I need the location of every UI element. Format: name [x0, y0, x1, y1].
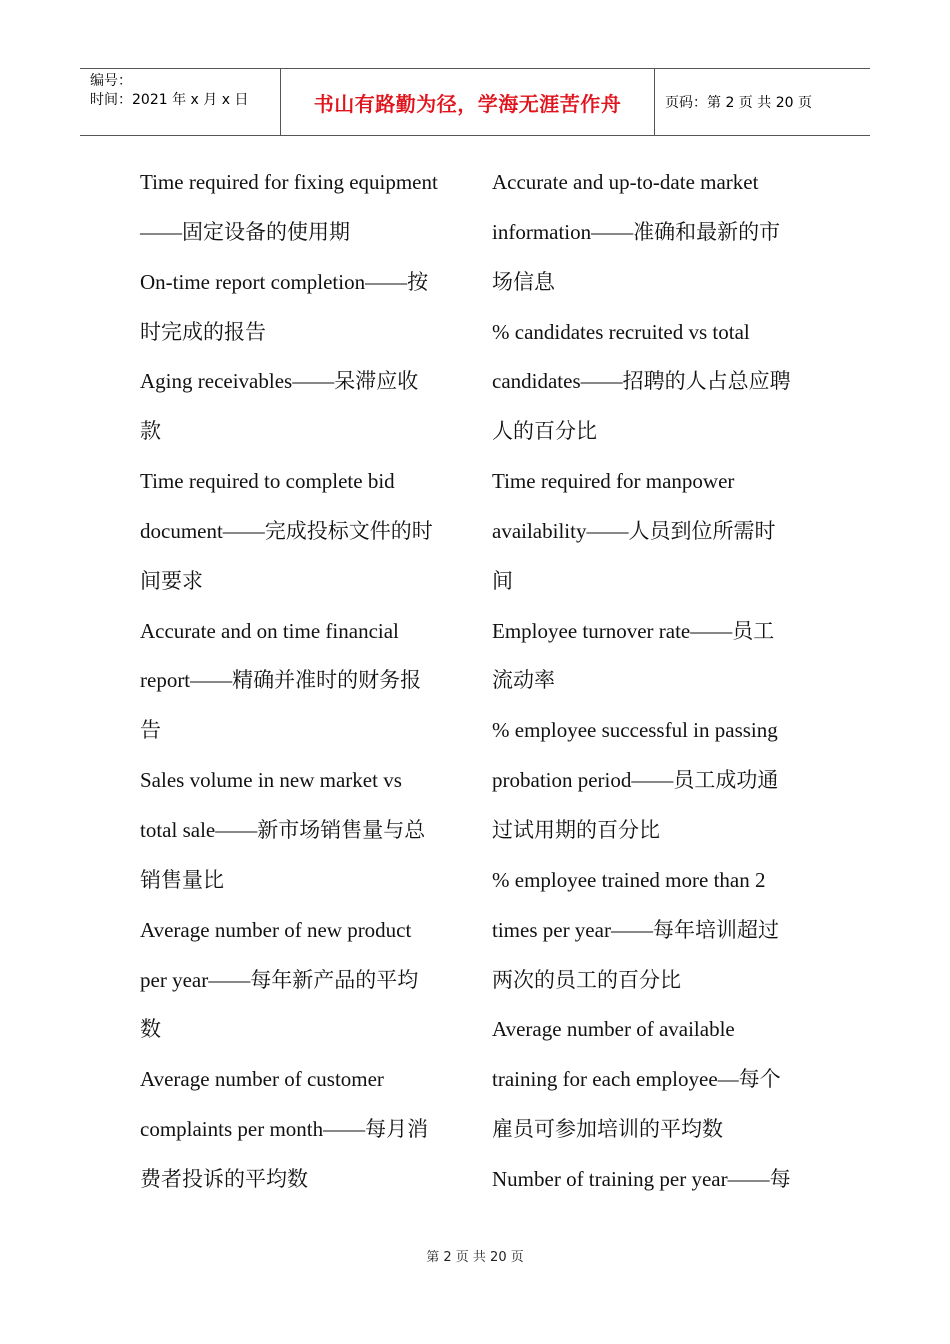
text-line: 过试用期的百分比 — [492, 817, 660, 842]
header-motto: 书山有路勤为径，学海无涯苦作舟 — [281, 69, 655, 135]
header-page-info: 页码：第 2 页 共 20 页 — [665, 95, 812, 111]
text-line: Time required to complete bid — [140, 469, 395, 494]
text-line: total sale——新市场销售量与总 — [140, 817, 426, 842]
text-line: Aging receivables——呆滞应收 — [140, 369, 419, 394]
text-line: 销售量比 — [140, 867, 224, 892]
text-line: Time required for fixing equipment — [140, 170, 438, 194]
document-date-label: 时间：2021 年 x 月 x 日 — [90, 92, 249, 108]
text-line: document——完成投标文件的时 — [140, 518, 433, 543]
text-line: Average number of customer — [140, 1067, 384, 1092]
text-line: 间要求 — [140, 568, 203, 593]
text-line: Average number of new product — [140, 917, 412, 942]
text-line: 款 — [140, 419, 161, 444]
text-line: 场信息 — [492, 269, 555, 294]
page-header — [80, 68, 870, 136]
text-line: % employee trained more than 2 — [492, 867, 766, 892]
header-meta — [80, 69, 281, 135]
text-line: % employee successful in passing — [492, 718, 778, 743]
text-line: % candidates recruited vs total — [492, 319, 750, 344]
text-line: report——精确并准时的财务报 — [140, 668, 422, 693]
text-line: Sales volume in new market vs — [140, 768, 402, 793]
text-line: complaints per month——每月消 — [140, 1117, 429, 1142]
text-line: 雇员可参加培训的平均数 — [492, 1117, 723, 1142]
document-number-label: 编号： — [90, 73, 132, 89]
text-line: probation period——员工成功通 — [492, 768, 779, 793]
text-line: Employee turnover rate——员工 — [492, 618, 775, 643]
text-line: On-time report completion——按 — [140, 269, 429, 294]
right-text-column — [492, 158, 820, 1205]
text-line: Accurate and on time financial — [140, 618, 399, 643]
text-line: information——准确和最新的市 — [492, 219, 781, 244]
text-line: 费者投诉的平均数 — [140, 1166, 308, 1191]
text-line: 两次的员工的百分比 — [492, 967, 681, 992]
text-line: Average number of available — [492, 1017, 735, 1042]
text-line: 流动率 — [492, 668, 555, 693]
text-line: Number of training per year——每 — [492, 1166, 791, 1191]
text-line: training for each employee—每个 — [492, 1067, 781, 1092]
text-line: 时完成的报告 — [140, 319, 266, 344]
text-line: Accurate and up-to-date market — [492, 170, 759, 194]
text-line: availability——人员到位所需时 — [492, 518, 776, 543]
text-line: 告 — [140, 718, 161, 743]
left-text-column — [140, 158, 465, 1205]
text-line: 数 — [140, 1017, 161, 1042]
text-line: 间 — [492, 568, 513, 593]
text-line: Time required for manpower — [492, 469, 735, 494]
text-line: 人的百分比 — [492, 419, 597, 444]
text-line: ——固定设备的使用期 — [140, 219, 350, 244]
text-line: per year——每年新产品的平均 — [140, 967, 419, 992]
text-line: candidates——招聘的人占总应聘 — [492, 369, 791, 394]
text-line: times per year——每年培训超过 — [492, 917, 779, 942]
page-footer: 第 2 页 共 20 页 — [426, 1250, 524, 1265]
